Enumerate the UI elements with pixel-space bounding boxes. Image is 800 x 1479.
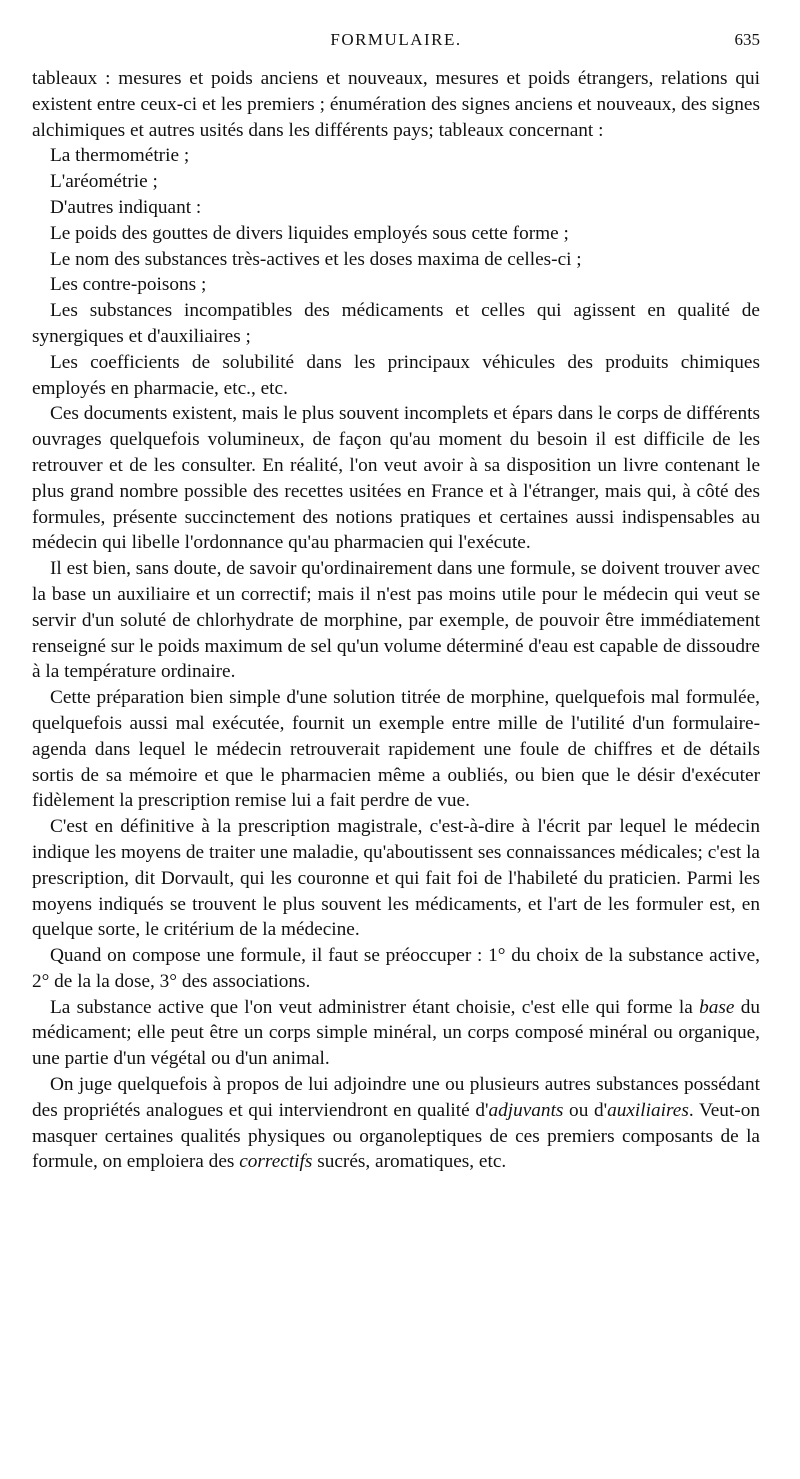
paragraph-formule-base: Il est bien, sans doute, de savoir qu'ordinairement dans une formule, se doivent trouver avec la base un auxiliaire et un correctif; mais il n'est pas moins utile pour le médecin qui veut se servir d'un soluté de chlorhydrate de morphine, par exemple, de pouvoir être immédiatement renseigné sur le poids maximum de sel qu'un volume déterminé d'eau est capable de dissoudre à la température ordinaire. — [32, 558, 760, 683]
body-text — [32, 66, 760, 1175]
paragraph-preparation-morphine: Cette préparation bien simple d'une solution titrée de morphine, quelquefois mal formulée, quelquefois aussi mal exécutée, fournit un exemple entre mille de l'utilité d'un formulaire-agenda dans lequel le médecin retrouverait rapidement une foule de chiffres et de détails sortis de sa mémoire et que le pharmacien même a oubliés, ou bien que le désir d'exécuter fidèlement la prescription remise lui a fait perdre de vue. — [32, 687, 760, 812]
text-run: du médicament; elle peut être un corps simple minéral, un corps composé minéral ou organique, une partie d'un végétal ou d'un animal. — [32, 996, 760, 1070]
text-run: On juge quelquefois à propos de lui adjoindre une ou plusieurs autres substances possédant des propriétés analogues et qui interviendront en qualité d' — [32, 1074, 760, 1121]
paragraph-substance-active — [32, 995, 760, 1072]
document-page — [32, 30, 760, 1450]
list-line-contre-poisons: Les contre-poisons ; — [50, 274, 207, 296]
list-line-poids-gouttes: Le poids des gouttes de divers liquides employés sous cette forme ; — [50, 222, 569, 244]
list-line-substances-actives: Le nom des substances très-actives et les doses maxima de celles-ci ; — [50, 248, 582, 270]
emphasis-base: base — [699, 996, 735, 1018]
page-header — [32, 30, 760, 58]
page-number: 635 — [734, 30, 760, 49]
list-line-autres-indiquant: D'autres indiquant : — [50, 196, 202, 218]
emphasis-auxiliaires: auxiliaires — [607, 1099, 689, 1121]
paragraph-coefficients-solubilite: Les coefficients de solubilité dans les principaux véhicules des produits chimiques employés en pharmacie, etc., etc. — [32, 351, 760, 399]
text-run: sucrés, aromatiques, etc. — [312, 1151, 507, 1173]
paragraph-adjuvants-correctifs — [32, 1072, 760, 1175]
emphasis-adjuvants: adjuvants — [488, 1099, 564, 1121]
paragraph-prescription-magistrale: C'est en définitive à la prescription magistrale, c'est-à-dire à l'écrit par lequel le médecin indique les moyens de traiter une maladie, qu'aboutissent ses connaissances médicales; c'est la prescription, dit Dorvault, qui les couronne et qui fait foi de l'habileté du praticien. Parmi les moyens indiqués se trouvent le plus souvent les médicaments, et l'art de les formuler est, en quelque sorte, le critérium de la médecine. — [32, 816, 760, 941]
text-run: . Veut-on masquer certaines qualités physiques ou organoleptiques de ces premiers composants de la formule, on emploiera des — [32, 1099, 760, 1173]
paragraph-1: tableaux : mesures et poids anciens et nouveaux, mesures et poids étrangers, relations qui existent entre ceux-ci et les premiers ; énumération des signes anciens et nouveaux, des signes alchimiques et autres usités dans les différents pays; tableaux concernant : — [32, 68, 760, 141]
emphasis-correctifs: correctifs — [239, 1151, 313, 1173]
text-run: La substance active que l'on veut administrer étant choisie, c'est elle qui forme la — [50, 996, 700, 1018]
text-run: ou d' — [563, 1099, 608, 1121]
paragraph-substances-incompatibles: Les substances incompatibles des médicaments et celles qui agissent en qualité de synergiques et d'auxiliaires ; — [32, 300, 760, 347]
list-line-thermometrie: La thermométrie ; — [50, 145, 190, 167]
paragraph-composition-formule: Quand on compose une formule, il faut se préoccuper : 1° du choix de la substance active, 2° de la la dose, 3° des associations. — [32, 945, 760, 992]
running-title: FORMULAIRE. — [330, 30, 462, 49]
list-line-areometrie: L'aréométrie ; — [50, 171, 158, 193]
paragraph-documents: Ces documents existent, mais le plus souvent incomplets et épars dans le corps de différents ouvrages quelquefois volumineux, de façon qu'au moment du besoin il est difficile de les retrouver et de les consulter. En réalité, l'on veut avoir à sa disposition un livre contenant le plus grand nombre possible des recettes usitées en France et à l'étranger, mais qui, à côté des formules, présente succinctement des notions pratiques et certaines aussi indispensables au médecin qui libelle l'ordonnance qu'au pharmacien qui l'exécute. — [32, 403, 760, 554]
